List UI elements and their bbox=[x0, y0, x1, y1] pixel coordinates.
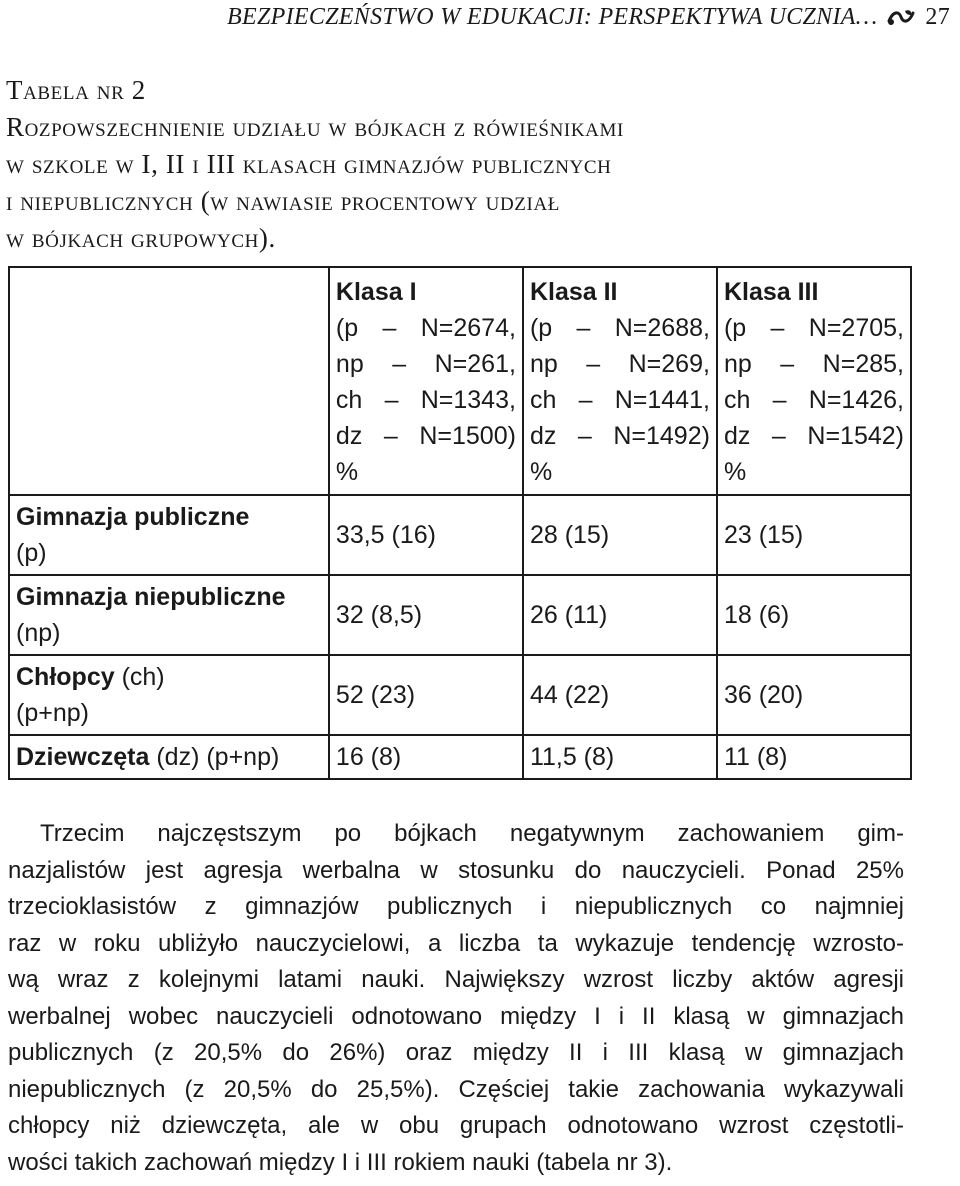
column-n-line: ch – N=1441, bbox=[529, 386, 710, 414]
row-label bbox=[9, 735, 329, 779]
column-title: Klasa III bbox=[723, 278, 819, 306]
table-caption bbox=[6, 72, 946, 257]
table-cell: 32 (8,5) bbox=[329, 575, 523, 655]
row-label-rest: (ch) bbox=[114, 663, 165, 691]
paragraph-line: werbalnej wobec nauczycieli odnotowano między I i II klasą w gimnazjach bbox=[8, 1002, 904, 1030]
row-label bbox=[9, 655, 329, 735]
table-row bbox=[9, 735, 911, 779]
column-n-line: dz – N=1500) bbox=[335, 422, 516, 450]
column-n-line: (p – N=2674, bbox=[335, 314, 516, 342]
caption-line: w szkole w I, II i III klasach gimnazjów publicznych bbox=[6, 149, 612, 179]
column-n-line: (p – N=2705, bbox=[723, 314, 904, 342]
row-label-bold: Dziewczęta bbox=[16, 743, 150, 771]
table-cell: 28 (15) bbox=[523, 495, 717, 575]
column-n-line: dz – N=1542) bbox=[723, 422, 904, 450]
row-label-rest: (p) bbox=[16, 539, 47, 567]
paragraph-line: raz w roku ubliżyło nauczycielowi, a liczba ta wykazuje tendencję wzrosto- bbox=[8, 929, 904, 957]
column-n-line: np – N=269, bbox=[529, 350, 710, 378]
page-number: 27 bbox=[925, 3, 950, 30]
table-cell: 52 (23) bbox=[329, 655, 523, 735]
column-n-line: np – N=261, bbox=[335, 350, 516, 378]
table-cell: 16 (8) bbox=[329, 735, 523, 779]
paragraph-line: wą wraz z kolejnymi latami nauki. Największy wzrost liczby aktów agresji bbox=[8, 966, 904, 993]
column-unit: % bbox=[335, 458, 359, 486]
column-n-line: dz – N=1492) bbox=[529, 422, 710, 450]
paragraph-line: Trzecim najczęstszym po bójkach negatywnym zachowaniem gim- bbox=[40, 820, 904, 847]
row-label-rest: (dz) (p+np) bbox=[149, 743, 280, 771]
fleuron-icon bbox=[887, 7, 915, 27]
row-label bbox=[9, 495, 329, 575]
caption-line: w bójkach grupowych). bbox=[6, 223, 276, 253]
table-cell: 11 (8) bbox=[717, 735, 911, 779]
table-row bbox=[9, 575, 911, 655]
column-n-line: (p – N=2688, bbox=[529, 314, 710, 342]
running-header bbox=[227, 2, 950, 32]
row-label-rest: (p+np) bbox=[16, 699, 89, 727]
table-cell: 26 (11) bbox=[523, 575, 717, 655]
column-unit: % bbox=[529, 458, 553, 486]
body-paragraph bbox=[8, 816, 904, 1181]
table-cell: 36 (20) bbox=[717, 655, 911, 735]
row-label-bold: Gimnazja niepubliczne bbox=[16, 583, 286, 611]
table-cell: 33,5 (16) bbox=[329, 495, 523, 575]
table-cell: 23 (15) bbox=[717, 495, 911, 575]
column-header-klasa-2 bbox=[523, 267, 717, 495]
column-n-line: ch – N=1426, bbox=[723, 386, 904, 414]
table-corner-cell bbox=[9, 267, 329, 495]
running-header-title: BEZPIECZEŃSTWO W EDUKACJI: PERSPEKTYWA UCZNIA… bbox=[227, 3, 878, 30]
column-unit: % bbox=[723, 458, 747, 486]
paragraph-line: nazjalistów jest agresja werbalna w stosunku do nauczycieli. Ponad 25% bbox=[8, 856, 904, 884]
row-label-bold: Gimnazja publiczne bbox=[16, 503, 250, 531]
table-row bbox=[9, 495, 911, 575]
column-n-line: np – N=285, bbox=[723, 350, 904, 378]
table-cell: 44 (22) bbox=[523, 655, 717, 735]
paragraph-line: publicznych (z 20,5% do 26%) oraz między II i III klasą w gimnazjach bbox=[8, 1039, 904, 1066]
table-cell: 11,5 (8) bbox=[523, 735, 717, 779]
table-row bbox=[9, 655, 911, 735]
table-header-row bbox=[9, 267, 911, 495]
caption-line: Tabela nr 2 bbox=[6, 75, 146, 105]
column-header-klasa-1 bbox=[329, 267, 523, 495]
fights-table bbox=[8, 266, 912, 780]
column-header-klasa-3 bbox=[717, 267, 911, 495]
paragraph-line: trzecioklasistów z gimnazjów publicznych i niepublicznych co najmniej bbox=[8, 893, 904, 920]
column-n-line: ch – N=1343, bbox=[335, 386, 516, 414]
paragraph-line: chłopcy niż dziewczęta, ale w obu grupach odnotowano wzrost częstotli- bbox=[8, 1112, 904, 1139]
column-title: Klasa I bbox=[335, 278, 417, 306]
row-label bbox=[9, 575, 329, 655]
column-title: Klasa II bbox=[529, 278, 618, 306]
row-label-bold: Chłopcy bbox=[16, 663, 115, 691]
row-label-rest: (np) bbox=[16, 619, 61, 647]
paragraph-line: niepublicznych (z 20,5% do 25,5%). Częściej takie zachowania wykazywali bbox=[8, 1075, 904, 1103]
caption-line: Rozpowszechnienie udziału w bójkach z rówieśnikami bbox=[6, 112, 624, 142]
caption-line: i niepublicznych (w nawiasie procentowy udział bbox=[6, 186, 560, 216]
table-cell: 18 (6) bbox=[717, 575, 911, 655]
paragraph-line: wości takich zachowań między I i III rokiem nauki (tabela nr 3). bbox=[8, 1148, 673, 1176]
